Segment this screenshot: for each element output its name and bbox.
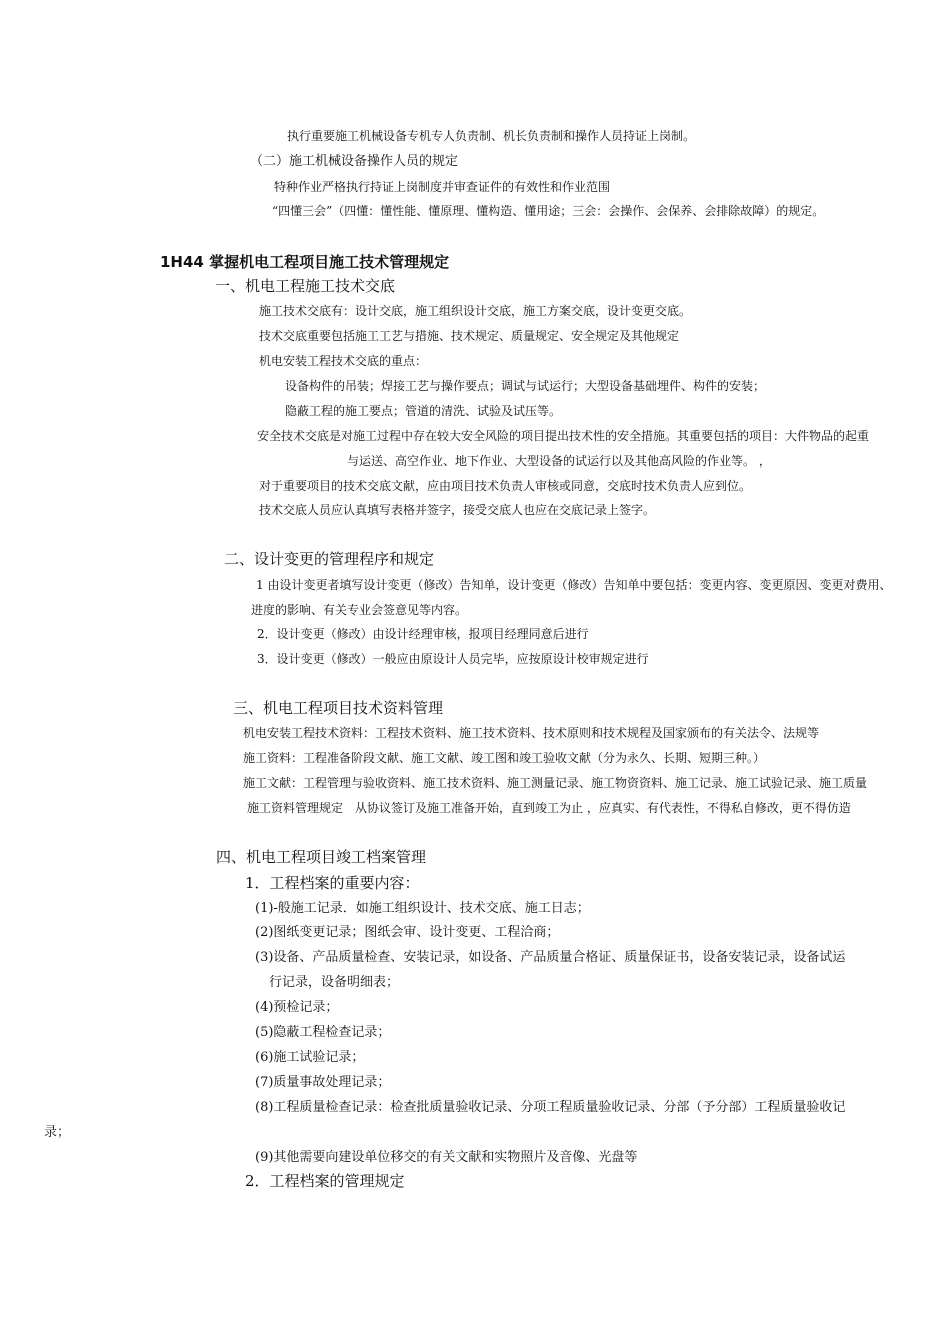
text-line: 1 由设计变更者填写设计变更（修改）告知单，设计变更（修改）告知单中要包括：变更内容、变更原因、变更对费用、 <box>256 578 892 592</box>
text-line: 进度的影响、有关专业会签意见等内容。 <box>251 603 468 617</box>
list-item: (7)质量事故处理记录； <box>255 1075 391 1090</box>
subheading: （二）施工机械设备操作人员的规定 <box>250 154 459 169</box>
list-item-continuation: 行记录，设备明细表； <box>269 975 400 990</box>
text-line: 与运送、高空作业、地下作业、大型设备的试运行以及其他高风险的作业等。 ， <box>347 454 771 468</box>
list-item: (1)-般施工记录．如施工组织设计、技术交底、施工日志； <box>255 901 590 916</box>
text-line: 机电安装工程技术交底的重点： <box>259 354 428 368</box>
text-line: 设备构件的吊装；焊接工艺与操作要点；调试与试运行；大型设备基础埋件、构件的安装； <box>285 379 766 393</box>
list-item: (5)隐蔽工程检查记录； <box>255 1025 391 1040</box>
text-line: 2．设计变更（修改）由设计经理审核，报项目经理同意后进行 <box>257 627 589 641</box>
subheading: 2．工程档案的管理规定 <box>245 1172 405 1190</box>
section-heading: 一、机电工程施工技术交底 <box>215 277 396 295</box>
text-line: 执行重要施工机械设备专机专人负责制、机长负责制和操作人员持证上岗制。 <box>287 129 696 143</box>
text-line: 3．设计变更（修改）一般应由原设计人员完毕，应按原设计校审规定进行 <box>257 652 649 666</box>
text-line: 技术交底重要包括施工工艺与措施、技术规定、质量规定、安全规定及其他规定 <box>259 329 680 343</box>
text-line: 施工文献：工程管理与验收资料、施工技术资料、施工测量记录、施工物资资料、施工记录、施工试验记录、施工质量 <box>243 776 868 790</box>
subheading: 1．工程档案的重要内容： <box>245 874 420 892</box>
text-line: 技术交底人员应认真填写表格并签字，接受交底人也应在交底记录上签字。 <box>259 503 656 517</box>
text-line: “四懂三会”（四懂：懂性能、懂原理、懂构造、懂用途；三会：会操作、会保养、会排除故障）的规定。 <box>272 204 825 218</box>
text-line: 施工资料：工程准备阶段文献、施工文献、竣工图和竣工验收文献（分为永久、长期、短期三种。） <box>243 751 766 765</box>
section-heading: 二、设计变更的管理程序和规定 <box>224 550 435 568</box>
list-item: (6)施工试验记录； <box>255 1050 365 1065</box>
text-line: 对于重要项目的技术交底文献，应由项目技术负责人审核或同意，交底时技术负责人应到位。 <box>259 479 752 493</box>
text-line: 安全技术交底是对施工过程中存在较大安全风险的项目提出技术性的安全措施。其重要包括的项目：大件物品的起重 <box>257 429 870 443</box>
section-title: 1H44 掌握机电工程项目施工技术管理规定 <box>160 253 450 271</box>
text-line: 隐蔽工程的施工要点；管道的清洗、试验及试压等。 <box>285 404 562 418</box>
list-item: (9)其他需要向建设单位移交的有关文献和实物照片及音像、光盘等 <box>255 1150 638 1165</box>
text-line: 施工资料管理规定 从协议签订及施工准备开始，直到竣工为止 ，应真实、有代表性，不得私自修改，更不得仿造 <box>247 801 851 815</box>
list-item: (4)预检记录； <box>255 1000 339 1015</box>
text-line: 施工技术交底有：设计交底，施工组织设计交底，施工方案交底，设计变更交底。 <box>259 304 692 318</box>
list-item-continuation: 录； <box>44 1125 71 1140</box>
list-item: (8)工程质量检查记录：检查批质量验收记录、分项工程质量验收记录、分部（予分部）工程质量验收记 <box>255 1100 846 1115</box>
section-heading: 三、机电工程项目技术资料管理 <box>233 699 444 717</box>
list-item: (3)设备、产品质量检查、安装记录，如设备、产品质量合格证、质量保证书，设备安装记录，设备试运 <box>255 950 846 965</box>
text-line: 机电安装工程技术资料：工程技术资料、施工技术资料、技术原则和技术规程及国家颁布的有关法令、法规等 <box>243 726 820 740</box>
list-item: (2)图纸变更记录；图纸会审、设计变更、工程洽商； <box>255 925 560 940</box>
section-heading: 四、机电工程项目竣工档案管理 <box>216 848 427 866</box>
text-line: 特种作业严格执行持证上岗制度并审查证件的有效性和作业范围 <box>274 180 611 194</box>
